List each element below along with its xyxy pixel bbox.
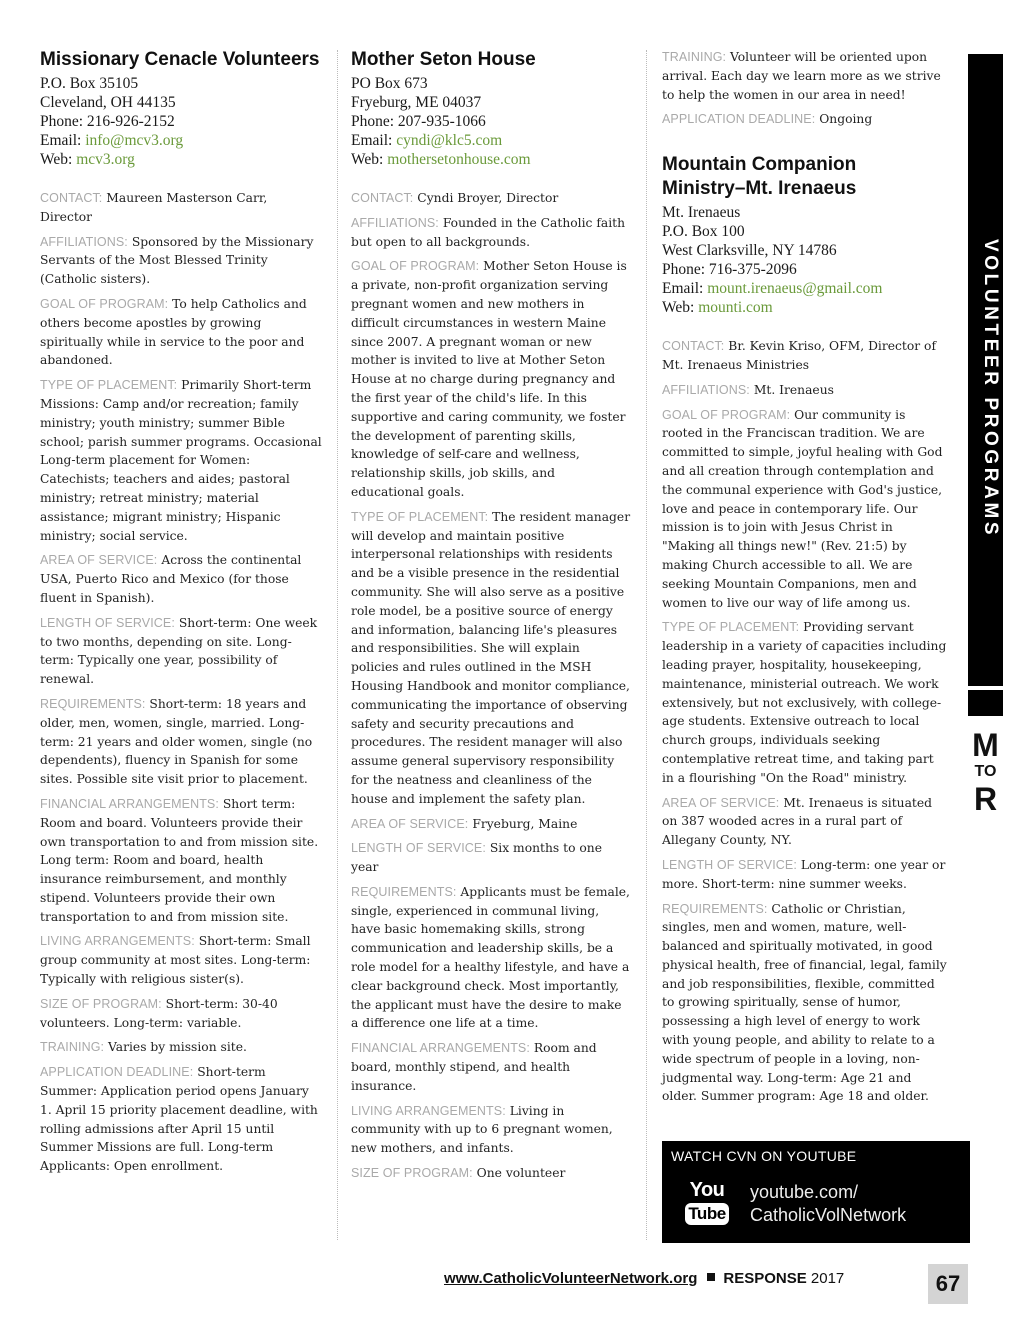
program-entry bbox=[40, 295, 323, 370]
entry-text: Ongoing bbox=[819, 112, 873, 127]
phone-line: Phone: 207-935-1066 bbox=[351, 113, 486, 130]
entry-text: Maureen Masterson Carr, Director bbox=[40, 191, 268, 224]
entry-text: Sponsored by the Missionary Servants of the Most Blessed Trinity (Catholic sisters). bbox=[40, 234, 314, 287]
program-entry bbox=[351, 815, 631, 834]
entry-label: TYPE OF PLACEMENT: bbox=[351, 509, 489, 524]
entry-label: SIZE OF PROGRAM: bbox=[351, 1166, 473, 1181]
entry-text: Providing servant leadership in a variety of capacities including leading prayer, hospitality, housekeeping, maintenance, ministerial outreach. We work extensively, but not exclusively, with college-age students. Extensive outreach to local church groups, individuals seeking contemplative retreat time, and taking part in a flourishing "On the Road" ministry. bbox=[662, 620, 947, 785]
web-link[interactable]: mounti.com bbox=[698, 299, 773, 317]
program-entry bbox=[40, 1038, 323, 1057]
program-entry bbox=[40, 695, 323, 789]
page-footer bbox=[444, 1270, 844, 1287]
entry-label: FINANCIAL ARRANGEMENTS: bbox=[40, 796, 219, 811]
entry-text: Cyndi Broyer, Director bbox=[417, 191, 559, 205]
entry-text: Short-term Summer: Application period opens January 1. April 15 priority placement deadline, with rolling admissions after April 15 until Summer Missions are full. Long-term Applicants: Open enrollment. bbox=[40, 1065, 318, 1174]
entry-text: Applicants must be female, single, experienced in communal living, have basic homemaking skills, strong communication and leadership skills, be a role model for a healthy lifestyle, and have a clear background check. Most importantly, the applicant must have the desire to make a difference one life at a time. bbox=[351, 884, 630, 1031]
entry-text: Living in community with up to 6 pregnant women, new mothers, and infants. bbox=[351, 1103, 613, 1156]
org-title-line: Ministry–Mt. Irenaeus bbox=[662, 178, 857, 200]
program-entry bbox=[40, 376, 323, 545]
side-tab-marker bbox=[968, 690, 1003, 716]
entry-label: CONTACT: bbox=[351, 191, 414, 205]
entry-label: CONTACT: bbox=[40, 191, 103, 205]
address-line: P.O. Box 35105 bbox=[40, 75, 139, 92]
email-link[interactable]: mount.irenaeus@gmail.com bbox=[707, 280, 883, 298]
entry-text: Six months to one year bbox=[351, 841, 602, 875]
entries bbox=[662, 337, 947, 1106]
entry-text: Primarily Short-term Missions: Camp and/or recreation; family ministry; youth ministry; summer Bible school; parish summer programs. Occasional Long-term placement for Women: Catechists; teachers and aides; pastoral ministry; retreat ministry; material assistance; migrant ministry; Hispanic ministry; social service. bbox=[40, 378, 322, 543]
address-line: Cleveland, OH 44135 bbox=[40, 94, 176, 111]
program-entry bbox=[40, 795, 323, 927]
entry-text: Mt. Irenaeus is situated on 387 wooded acres in a rural part of Allegany County, NY. bbox=[662, 795, 933, 848]
entry-label: LIVING ARRANGEMENTS: bbox=[40, 934, 195, 949]
entry-text: Fryeburg, Maine bbox=[472, 816, 578, 831]
page-number: 67 bbox=[928, 1264, 968, 1304]
address-line: West Clarksville, NY 14786 bbox=[662, 242, 837, 260]
entry-label: AREA OF SERVICE: bbox=[662, 795, 780, 810]
footer-publication: RESPONSE bbox=[723, 1270, 807, 1287]
program-entry bbox=[40, 995, 323, 1033]
program-entry bbox=[662, 381, 947, 400]
entries bbox=[351, 189, 631, 1183]
entry-label: TRAINING: bbox=[40, 1040, 105, 1055]
entry-label: TYPE OF PLACEMENT: bbox=[40, 378, 178, 393]
youtube-heading: WATCH CVN ON YOUTUBE bbox=[671, 1148, 857, 1164]
entry-text: Catholic or Christian, singles, men and women, mature, well-balanced and spiritually motivated, in good physical health, free of financial, legal, family and job responsibilities, flexible, committed to growing spiritually, sense of humor, possessing a high level of energy to work with young people, and ability to relate to a wide spectrum of people in a loving, non-judgmental way. Long-term: Age 21 and older. Summer program: Age 18 and older. bbox=[662, 901, 947, 1104]
entry-text: Long-term: one year or more. Short-term: nine summer weeks. bbox=[662, 857, 946, 891]
section-side-tab bbox=[968, 54, 1003, 686]
youtube-url-line: youtube.com/ bbox=[750, 1182, 859, 1202]
email-label: Email: bbox=[40, 132, 86, 149]
entry-label: TYPE OF PLACEMENT: bbox=[662, 620, 800, 635]
entry-text: Our community is rooted in the Franciscan tradition. We are committed to simple, joyful healing with God and all creation through contemplation and the communal experience with God's justice, love and peace in contemporary life. Our mission is to join with Jesus Christ in "Making all things new!" (Rev. 21:5) by making Church accessible to all. We are seeking Mountain Companions, men and women to live our way of life among us. bbox=[662, 407, 943, 610]
entry-text: The resident manager will develop and maintain positive interpersonal relationships with residents and be a visible presence in the residential community. She will also serve as a positive role model, be a positive source of energy and information, balancing life's pleasures and responsibilities. She will explain policies and rules outlined in the MSH Housing Handbook and monitor compliance, communicating the importance of observing safety and security precautions and procedures. The resident manager will also assume general supervisory responsibility for the neatness and cleanliness of the house and implement the safety plan. bbox=[351, 509, 631, 806]
footer-square-bullet bbox=[707, 1273, 715, 1281]
entry-label: SIZE OF PROGRAM: bbox=[40, 996, 162, 1011]
program-entry bbox=[351, 1039, 631, 1095]
entry-label: REQUIREMENTS: bbox=[40, 696, 146, 711]
email-label: Email: bbox=[351, 132, 397, 149]
entry-text: Short-term: One week to two months, depending on site. Long-term: Typically one year, possibility of renewal. bbox=[40, 615, 318, 687]
web-label: Web: bbox=[662, 299, 699, 317]
email-link[interactable]: info@mcv3.org bbox=[85, 132, 184, 149]
footer-website-link[interactable]: www.CatholicVolunteerNetwork.org bbox=[444, 1270, 698, 1287]
org-title: Missionary Cenacle Volunteers bbox=[40, 49, 320, 70]
entry-text: Short term: Room and board. Volunteers provide their own transportation to and from mission site. Long term: Room and board, health insurance reimbursement, and monthly stipend. Volunteers provide their own transportation to and from mission site. bbox=[40, 796, 319, 924]
program-entry bbox=[40, 551, 323, 607]
program-entry bbox=[351, 508, 631, 809]
org-title-line: Mountain Companion bbox=[662, 154, 857, 176]
entry-text: Founded in the Catholic faith but open to all backgrounds. bbox=[351, 215, 625, 249]
youtube-logo-you: You bbox=[689, 1179, 725, 1201]
entry-label: LENGTH OF SERVICE: bbox=[40, 615, 175, 630]
email-line bbox=[662, 279, 947, 298]
program-entry bbox=[351, 189, 631, 208]
email-line bbox=[40, 131, 323, 150]
entry-label: APPLICATION DEADLINE: bbox=[662, 112, 816, 127]
entry-text: Volunteer will be oriented upon arrival. Each day we learn more as we strive to help the women in our area in need! bbox=[662, 50, 941, 102]
youtube-logo-icon bbox=[684, 1179, 730, 1225]
program-entry bbox=[662, 110, 947, 129]
entry-label: APPLICATION DEADLINE: bbox=[40, 1065, 194, 1080]
web-label: Web: bbox=[351, 151, 388, 168]
entry-text: One volunteer bbox=[476, 1166, 566, 1181]
column-divider bbox=[646, 50, 647, 1240]
range-from: M bbox=[972, 727, 999, 763]
entry-text: To help Catholics and others become apostles by growing spiritually while in service to the poor and abandoned. bbox=[40, 296, 307, 368]
program-entry bbox=[662, 856, 947, 894]
program-entry bbox=[662, 48, 947, 104]
program-entry bbox=[40, 1063, 323, 1176]
web-link[interactable]: mothersetonhouse.com bbox=[387, 151, 531, 168]
program-entry bbox=[662, 618, 947, 787]
entry-text: Across the continental USA, Puerto Rico and Mexico (for those fluent in Spanish). bbox=[40, 553, 302, 605]
youtube-url[interactable] bbox=[750, 1181, 906, 1227]
address-line: Mt. Irenaeus bbox=[662, 204, 741, 222]
program-entry bbox=[662, 406, 947, 613]
range-to: R bbox=[973, 781, 998, 817]
email-line bbox=[351, 131, 631, 150]
address-line: PO Box 673 bbox=[351, 75, 428, 92]
program-column-2 bbox=[351, 48, 631, 1189]
program-entry bbox=[351, 214, 631, 252]
address-line: P.O. Box 100 bbox=[662, 223, 745, 241]
program-entry bbox=[662, 900, 947, 1107]
entry-text: Mt. Irenaeus bbox=[753, 382, 834, 397]
entry-label: AFFILIATIONS: bbox=[662, 382, 750, 397]
youtube-url-line: CatholicVolNetwork bbox=[750, 1205, 907, 1225]
entry-label: LENGTH OF SERVICE: bbox=[351, 841, 486, 856]
entry-text: Varies by mission site. bbox=[108, 1040, 247, 1055]
entry-label: AREA OF SERVICE: bbox=[351, 816, 469, 831]
entry-text: Short-term: 18 years and older, men, women, single, married. Long-term: 21 years and older women, single (no dependents), fluency in Spanish for some sites. Possible site visit prior to placement. bbox=[40, 696, 313, 787]
alphabet-range bbox=[968, 728, 1003, 816]
entry-label: REQUIREMENTS: bbox=[662, 901, 768, 916]
web-label: Web: bbox=[40, 151, 77, 168]
org-title bbox=[662, 153, 947, 201]
entry-label: LENGTH OF SERVICE: bbox=[662, 857, 797, 872]
program-entry bbox=[40, 189, 323, 227]
email-label: Email: bbox=[662, 280, 708, 298]
entry-text: Br. Kevin Kriso, OFM, Director of Mt. Irenaeus Ministries bbox=[662, 339, 936, 372]
program-entry bbox=[40, 233, 323, 289]
entry-text: Short-term: Small group community at most sites. Long-term: Typically with religious sister(s). bbox=[40, 934, 311, 987]
entry-text: Room and board, monthly stipend, and health insurance. bbox=[351, 1041, 597, 1093]
program-entry bbox=[40, 932, 323, 988]
program-entry bbox=[662, 337, 947, 375]
entry-label: TRAINING: bbox=[662, 50, 727, 64]
column-divider bbox=[337, 50, 338, 1240]
program-entry bbox=[662, 794, 947, 850]
entry-label: AREA OF SERVICE: bbox=[40, 553, 158, 568]
entry-label: AFFILIATIONS: bbox=[351, 215, 439, 230]
program-entry bbox=[351, 1164, 631, 1183]
entry-label: GOAL OF PROGRAM: bbox=[662, 407, 791, 422]
range-to-word: TO bbox=[974, 763, 997, 780]
phone-line: Phone: 716-375-2096 bbox=[662, 261, 797, 279]
program-column-3 bbox=[662, 48, 947, 1112]
entry-label: GOAL OF PROGRAM: bbox=[40, 296, 169, 311]
youtube-promo-box[interactable] bbox=[662, 1141, 970, 1243]
web-line bbox=[351, 150, 631, 169]
entry-label: AFFILIATIONS: bbox=[40, 234, 128, 249]
entry-label: REQUIREMENTS: bbox=[351, 884, 457, 899]
program-column-1 bbox=[40, 48, 323, 1182]
entry-label: LIVING ARRANGEMENTS: bbox=[351, 1103, 506, 1118]
footer-year: 2017 bbox=[810, 1270, 845, 1287]
entry-label: CONTACT: bbox=[662, 339, 725, 354]
program-entry bbox=[351, 883, 631, 1033]
entry-text: Short-term: 30-40 volunteers. Long-term: variable. bbox=[40, 996, 278, 1030]
address-line: Fryeburg, ME 04037 bbox=[351, 94, 482, 111]
phone-line: Phone: 216-926-2152 bbox=[40, 113, 175, 130]
org-title: Mother Seton House bbox=[351, 49, 536, 70]
entry-label: GOAL OF PROGRAM: bbox=[351, 259, 480, 274]
program-entry bbox=[351, 1102, 631, 1158]
continued-entries bbox=[662, 48, 947, 129]
entry-text: Mother Seton House is a private, non-profit organization serving pregnant women and new mothers in difficult circumstances in western Maine since 2007. A pregnant woman or new mother is invited to live at Mother Seton House at no charge during pregnancy and the first year of the child's life. In this supportive and caring community, we foster the development of parenting skills, knowledge of self-care and wellness, relationship skills, job skills, and educational goals. bbox=[351, 259, 627, 499]
web-link[interactable]: mcv3.org bbox=[76, 151, 135, 168]
entries bbox=[40, 189, 323, 1176]
email-link[interactable]: cyndi@klc5.com bbox=[396, 132, 503, 149]
program-entry bbox=[351, 257, 631, 501]
web-line bbox=[662, 298, 947, 317]
entry-label: FINANCIAL ARRANGEMENTS: bbox=[351, 1041, 530, 1056]
program-entry bbox=[40, 614, 323, 689]
web-line bbox=[40, 150, 323, 169]
program-entry bbox=[351, 839, 631, 877]
youtube-logo-tube: Tube bbox=[685, 1203, 729, 1225]
side-tab-label: VOLUNTEER PROGRAMS bbox=[980, 239, 1001, 539]
